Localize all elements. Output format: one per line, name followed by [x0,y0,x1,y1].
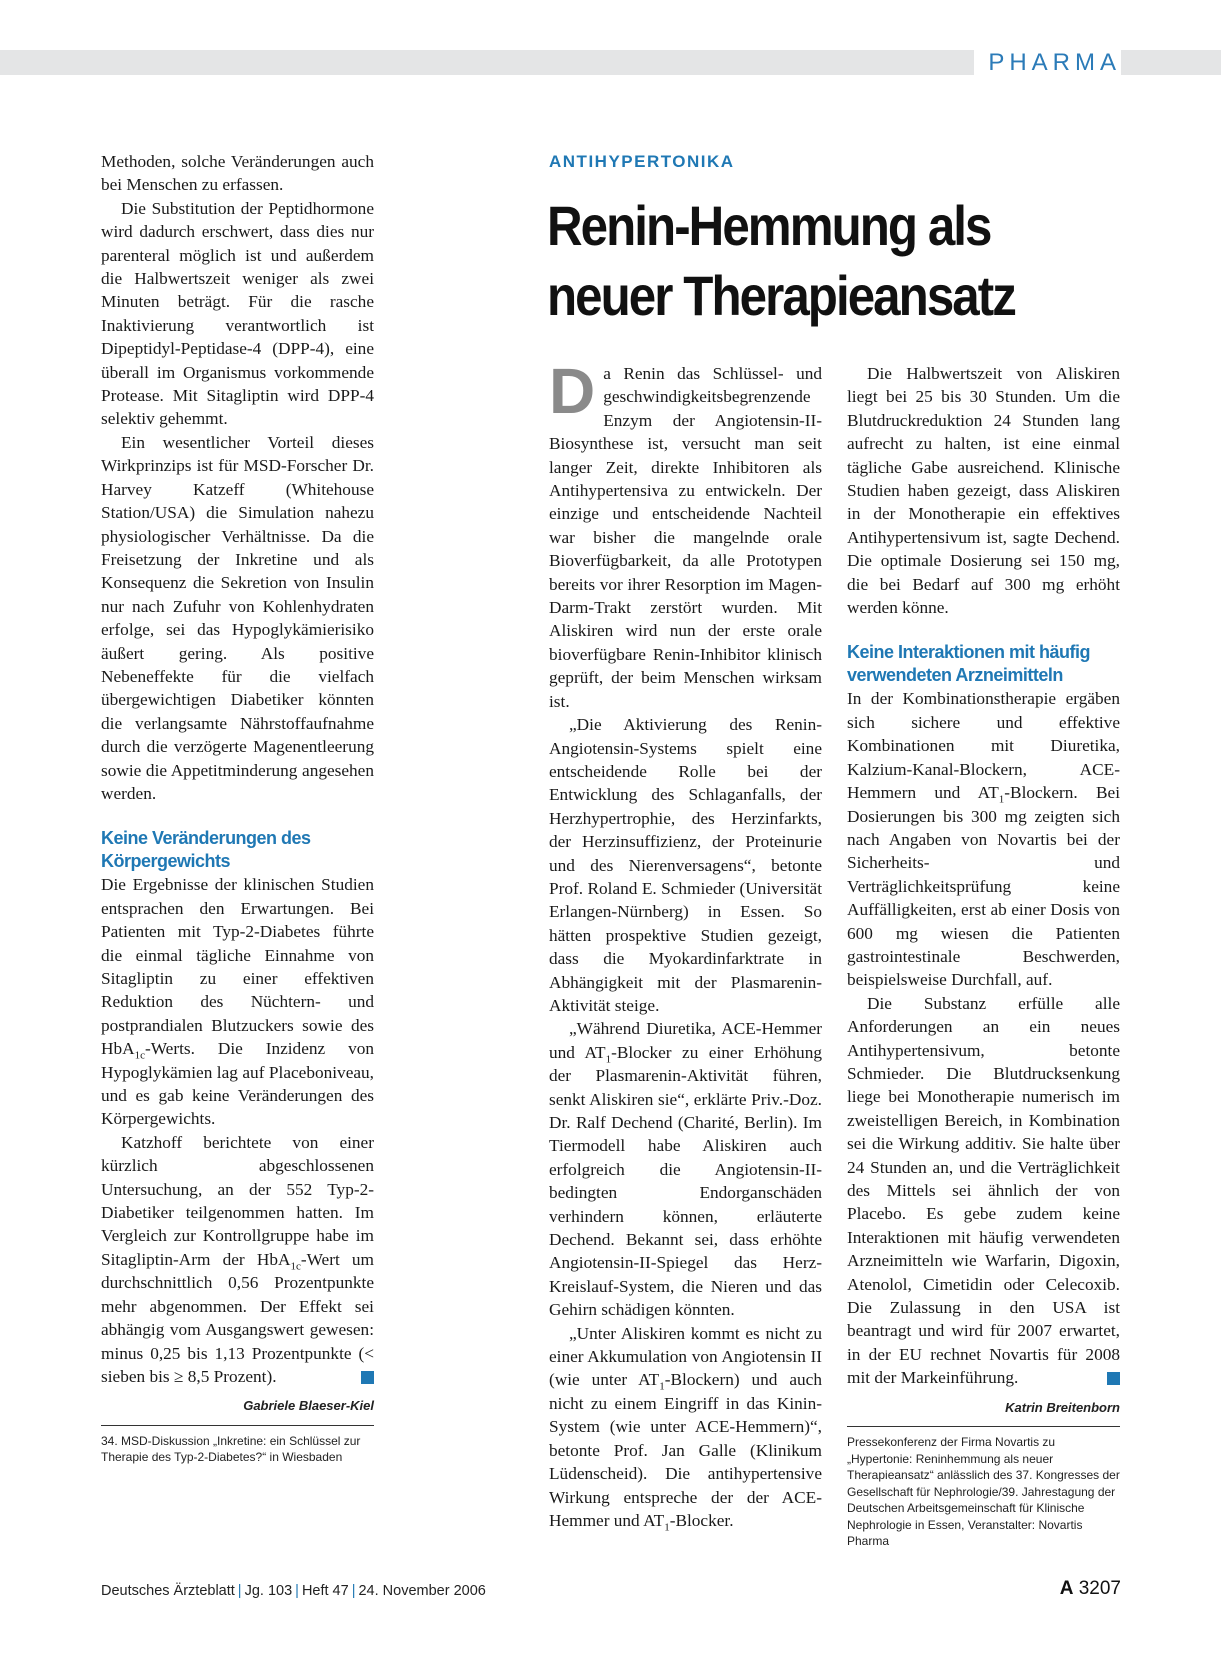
paragraph: Methoden, solche Veränderungen auch bei Menschen zu erfassen. [101,152,374,195]
paragraph: Katzhoff berichtete von einer kürzlich abgeschlossenen Untersuchung, an der 552 Typ-2-Diabetiker teilgenommen hatten. Im Vergleich zur Kontrollgruppe habe im Sitagliptin-Arm der HbA$_{1c}$-Wert um durchschnittlich 0,56 Prozentpunkte mehr abgenommen. Der Effekt sei abhängig vom Ausgangswert gewesen: minus 0,25 bis 1,13 Prozentpunkte (< sieben bis ≥ 8,5 Prozent). [101,1132,375,1386]
paragraph: Die Substanz erfülle alle Anforderungen an ein neues Antihypertensivum, betonte Schmieder. Die Blutdrucksenkung liege bei Monotherapie numerisch im zweistelligen Bereich, in Kombination sei die Wirkung additiv. Sie halte über 24 Stunden an, und die Verträglichkeit des Mittels sei ähnlich der von Placebo. Es gebe zudem keine Interaktionen mit häufig verwendeten Arzneimitteln wie Warfarin, Digoxin, Atenolol, Cimetidin oder Celecoxib. Die Zulassung in den USA ist beantragt und wird für 2007 erwartet, in der EU rechnet Novartis für 2008 mit der Markeinführung. [847,993,1120,1388]
footer: Deutsches Ärzteblatt | Jg. 103 | Heft 47 | 24. November 2006 [101,1583,486,1599]
column-3 [847,362,1120,1550]
paragraph: In der Kombinationstherapie ergäben sich sichere und effektive Kombinationen mit Diuretika, Kalzium-Kanal-Blockern, ACE-Hemmern und $AT_1$-Blockern. Bei Dosierungen bis 300 mg zeigten sich nach Angaben von Novartis bei der Sicherheits- und Verträglichkeitsprüfung keine Auffälligkeiten, erst ab einer Dosis von 600 mg wiesen die Patienten gastrointestinale Beschwerden, beispielsweise Durchfall, auf. [847,689,1120,990]
source-note: Pressekonferenz der Firma Novartis zu „Hypertonie: Reninhemmung als neuer Therapieansatz“ anlässlich des 37. Kongresses der Gesellschaft für Nephrologie/39. Jahrestagung der Deutschen Arbeitsgemeinschaft für Klinische Nephrologie in Essen, Veranstalter: Novartis Pharma [847,1426,1120,1550]
paragraph: Die Substitution der Peptidhormone wird dadurch erschwert, dass dies nur parenteral möglich ist und außerdem die Halbwertszeit weniger als zwei Minuten beträgt. Für die rasche Inaktivierung verantwortlich ist Dipeptidyl-Peptidase-4 (DPP-4), eine überall im Organismus vorkommende Protease. Mit Sitagliptin wird DPP-4 selektiv gehemmt. [101,198,374,429]
paragraph: Ein wesentlicher Vorteil dieses Wirkprinzips ist für MSD-Forscher Dr. Harvey Katzeff (Whitehouse Station/USA) die Simulation nahezu physiologischer Verhältnisse. Da die Freisetzung der Inkretine und als Konsequenz die Sekretion von Insulin nur nach Zufuhr von Kohlenhydraten erfolge, sei das Hypoglykämierisiko äußert gering. Als positive Nebeneffekte für die vielfach übergewichtigen Diabetiker könnten die verlangsamte Nährstoffaufnahme durch die verzögerte Magenentleerung sowie die Appetitminderung angesehen werden. [101,432,374,803]
paragraph: Die Ergebnisse der klinischen Studien entsprachen den Erwartungen. Bei Patienten mit Typ-2-Diabetes führte die einmal tägliche Einnahme von Sitagliptin zu einer effektiven Reduktion des Nüchtern- und postprandialen Blutzuckers sowie des HbA$_{1c}$-Werts. Die Inzidenz von Hypoglykämien lag auf Placeboniveau, und es gab keine Veränderungen des Körpergewichts. [101,875,374,1129]
paragraph: Die Halbwertszeit von Aliskiren liegt bei 25 bis 30 Stunden. Um die Blutdruckreduktion 24 Stunden lang aufrecht zu halten, ist eine einmal tägliche Gabe ausreichend. Klinische Studien haben gezeigt, dass Aliskiren in der Monotherapie ein effektives Antihypertensivum ist, sagte Dechend. Die optimale Dosierung sei 150 mg, die bei Bedarf auf 300 mg erhöht werden könne. [847,364,1120,618]
volume: Jg. 103 [244,1583,293,1599]
column-2 [549,355,822,1534]
end-mark-icon [361,1371,374,1384]
paragraph: Da Renin das Schlüssel- und geschwindigkeitsbegrenzende Enzym der Angiotensin-II-Biosynthese ist, versucht man seit langer Zeit, direkte Inhibitoren als Antihypertensiva zu entwickeln. Der einzige und entscheidende Nachteil war bisher die mangelnde orale Bioverfügbarkeit, da alle Prototypen bereits vor ihrer Resorption im Magen-Darm-Trakt zerstört wurden. Mit Aliskiren wird nun der erste orale bioverfügbare Renin-Inhibitor klinisch geprüft, der beim Menschen wirksam ist. [549,355,822,711]
issue-date: 24. November 2006 [358,1583,486,1599]
subheading: Keine Veränderungen des Körpergewichts [101,828,311,872]
author-byline: Gabriele Blaeser-Kiel [243,1398,374,1414]
issue: Heft 47 [301,1583,349,1599]
subheading: Keine Interaktionen mit häufig verwendeten Arzneimitteln [847,642,1091,686]
paragraph: „Während Diuretika, ACE-Hemmer und $AT_1$-Blocker zu einer Erhöhung der Plasmarenin-Aktivität führen, senkt Aliskiren sie“, erklärte Priv.-Doz. Dr. Ralf Dechend (Charité, Berlin). Im Tiermodell habe Aliskiren auch erfolgreich die Angiotensin-II-bedingten Endorganschäden verhindern können, erläuterte Dechend. Bekannt sei, dass erhöhte Angiotensin-II-Spiegel das Herz-Kreislauf-System, die Nieren und das Gehirn schädigen könnten. [549,1019,822,1320]
drop-cap: D [549,355,596,427]
page-number: A 3207 [1059,1578,1121,1599]
author-byline: Katrin Breitenborn [1005,1399,1120,1415]
journal-name: Deutsches Ärzteblatt [101,1583,235,1599]
paragraph: „Die Aktivierung des Renin-Angiotensin-Systems spielt eine entscheidende Rolle bei der Entwicklung des Schlaganfalls, der Herzhypertrophie, des Herzinfarkts, der Herzinsuffizienz, der Proteinurie und des Nierenversagens“, betonte Prof. Roland E. Schmieder (Universität Erlangen-Nürnberg) in Essen. So hätten prospektive Studien gezeigt, dass die Myokardinfarktrate in Abhängigkeit mit der Plasmarenin-Aktivität steige. [549,715,822,1015]
column-1 [101,150,374,1466]
source-note: 34. MSD-Diskussion „Inkretine: ein Schlüssel zur Therapie des Typ-2-Diabetes?“ in Wiesbaden [101,1425,374,1466]
end-mark-icon [1107,1372,1120,1385]
kicker: ANTIHYPERTONIKA [549,152,735,171]
headline: Renin-Hemmung als neuer Therapieansatz [547,194,1015,327]
section-label: PHARMA [974,48,1121,78]
paragraph: „Unter Aliskiren kommt es nicht zu einer Akkumulation von Angiotensin II (wie unter $AT_1-Blockern$) und auch nicht zu einem Eingriff in das Kinin-System (wie unter ACE-Hemmern)“, betonte Prof. Jan Galle (Klinikum Lüdenscheid). Die antihypertensive Wirkung entspreche der der ACE-Hemmer und $AT_1$-Blocker. [549,1323,822,1534]
